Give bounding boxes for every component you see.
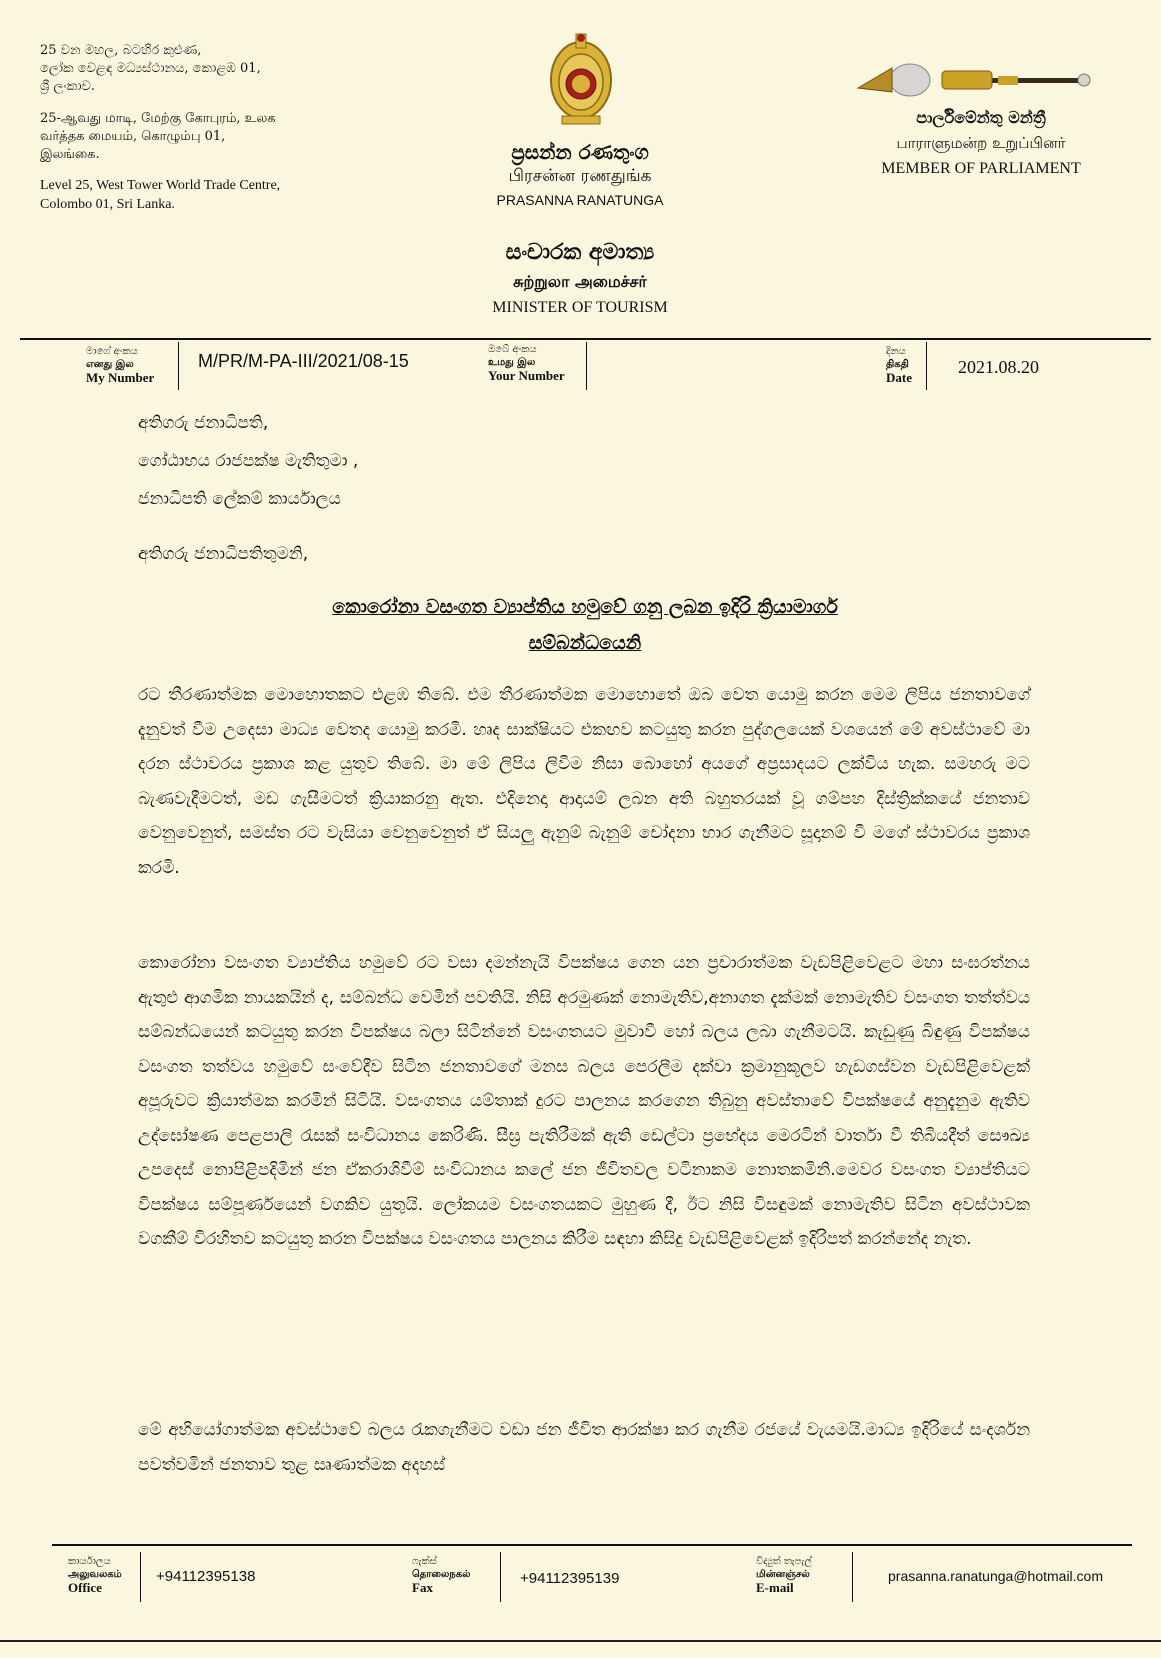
label-ta: தொலைநகல் (412, 1569, 471, 1580)
title-english: MINISTER OF TOURISM (492, 299, 668, 316)
mace-icon (852, 58, 1092, 102)
date-label (886, 345, 912, 384)
fax-number: +94112395139 (520, 1570, 620, 1587)
footer-divider (52, 1544, 1132, 1546)
paragraph-text: රට තීරණාත්මක මොහොතකට එළඹ තිබේ. එම තීරණාත්මක මොහොතේ ඔබ වෙත යොමු කරන මෙම ලිපිය ජනතාවගේ දැනුවත් වීම උදෙසා මාධ්‍ය වෙතද යොමු කරමි. හෘද සාක්ෂියට එකඟව කටයුතු කරන පුද්ගලයෙක් වශයෙන් මේ අවස්ථාවේ මා දරන ස්ථාවරය ප්‍රකාශ කළ යුතුව තිබේ. මා මේ ලිපිය ලිවීම නිසා බොහෝ අයගේ අප්‍රසාදයට ලක්විය හැක. සමහරු මට බැණවැදීමටත්, මඩ ගැසීමටත් ක්‍රියාකරනු ඇත. එදිනෙදා ආදායම් ලබන අති බහුතරයක් වූ ගම්පහ දිස්ත්‍රික්කයේ ජනතාව වෙනුවෙනුත්, සමස්ත රට වැසියා වෙනුවෙනුත් ඒ සියලු ඇනුම් බැනුම් චෝදනා භාර ගැනීමට සූදානම් වී මගේ ස්ථාවරය ප්‍රකාශ කරමි. (138, 685, 1030, 878)
date-value: 2021.08.20 (958, 357, 1039, 377)
subject (200, 589, 970, 661)
email-address: prasanna.ranatunga@hotmail.com (888, 1568, 1104, 1584)
name-english: PRASANNA RANATUNGA (496, 192, 664, 208)
address-line: 25-ஆவது மாடி, மேற்கு கோபுரம், உலக (40, 111, 276, 126)
office-label (68, 1555, 122, 1594)
email-label (756, 1555, 812, 1594)
sri-lanka-emblem (548, 32, 614, 126)
parliament-mace (852, 58, 1092, 102)
name-sinhala: ප්‍රසන්න රණතුංග (511, 140, 649, 164)
paragraph (138, 946, 1030, 1257)
subject-line: කොරෝනා වසංගත ව්‍යාප්තිය හමුවේ ගනු ලබන ඉදිරි ක්‍රියාමාර්ග (332, 596, 838, 618)
recipient-block (138, 406, 358, 516)
label-en: Fax (412, 1580, 433, 1595)
address-sinhala (40, 42, 261, 96)
label-ta: அலுவலகம் (68, 1569, 122, 1580)
fax-label (412, 1555, 470, 1594)
label-si: ෆැක්ස් (412, 1556, 437, 1567)
label-en: My Number (86, 370, 155, 385)
paragraph (138, 678, 1030, 885)
recipient-line: අතිගරු ජනාධිපති, (138, 413, 269, 433)
footer-divider-v (500, 1552, 501, 1602)
label-ta: எனது இல (86, 359, 134, 370)
address-english (40, 176, 280, 214)
footer-divider-v (852, 1552, 853, 1602)
address-line: Level 25, West Tower World Trade Centre, (40, 178, 281, 193)
my-number-value: M/PR/M-PA-III/2021/08-15 (198, 351, 409, 371)
address-line: ලෝක වෙළඳ මධ්‍යස්ථානය, කොළඹ 01, (40, 61, 261, 76)
ref-divider (926, 342, 927, 390)
salutation: අතිගරු ජනාධිපතිතුමනි, (138, 544, 309, 564)
bottom-edge-line (0, 1640, 1161, 1642)
address-line: இலங்கை. (40, 147, 100, 162)
ref-divider (586, 342, 587, 390)
label-si: දිනය (886, 346, 906, 357)
label-ta: திகதி (886, 359, 909, 370)
office-phone: +94112395138 (156, 1568, 256, 1585)
title-sinhala: සංචාරක අමාත්‍ය (505, 240, 655, 265)
title-tamil: சுற்றுலா அமைச்சர் (513, 272, 647, 291)
mp-tamil: பாராளுமன்ற உறுப்பினர் (896, 134, 1066, 152)
emblem-icon (548, 32, 614, 126)
recipient-line: ජනාධිපති ලේකම් කාර්යාලය (138, 489, 341, 509)
label-en: Date (886, 370, 912, 385)
address-line: வர்த்தக மையம், கொழும்பு 01, (40, 129, 226, 144)
recipient-line: ගෝඨාභය රාජපක්ෂ මැතිතුමා , (138, 451, 359, 471)
header-divider (20, 338, 1151, 340)
label-si: විද්‍යුත් තැපැල් (756, 1556, 812, 1567)
paragraph-text: කොරෝනා වසංගත ව්‍යාප්තිය හමුවේ රට වසා දමන්නැයි විපක්ෂය ගෙන යන ප්‍රචාරාත්මක වැඩපිළිවෙළට මහා සංඝරත්නය ඇතුළු ආගමික නායකයින් ද, සම්බන්ධ වෙමින් පවතියි. නිසි අරමුණක් නොමැතිව,අනාගත දැක්මක් නොමැතිව වසංගත තත්ත්වය සම්බන්ධයෙන් කටයුතු කරන විපක්ෂය බලා සිටින්නේ වසංගතයට මුවාවී හෝ බලය ලබා ගැනීමටයි. කැඩුණු බිඳුණු විපක්ෂය වසංගත තත්වය හමුවේ සංවේදීව සිටින ජනතාවගේ මනස බලය පෙරලීම දක්වා ක්‍රමානුකූලව හැඩගස්වන වැඩපිළිවෙළක් අපූරුවට ක්‍රියාත්මක කරමින් සිටියි. වසංගතය යම්තාක් දුරට පාලනය කරගෙන තිබුනු අවස්තාවේ විපක්ෂයේ අනුදැනුම ඇතිව උද්ඝෝෂණ පෙළපාලි රැසක් සංවිධානය කෙරිණි. සීඝ්‍ර පැතිරීමක් ඇති ඩෙල්ටා ප්‍රභේදය මෙරටින් වාර්තා වී තිබියදීත් සෞඛ්‍ය උපදෙස් නොපිළිපදිමින් ජන ඒකරාශිවීම් සංවිධානය කලේ ජන ජීවිතවල වටිනාකම නොතකමිනි.මෙවර වසංගත ව්‍යාප්තියට විපක්ෂය සම්පූර්ණයෙන් වගකිව යුතුයි. ලෝකයම වසංගතයකට මුහුණ දී, ඊට නිසි විසඳුමක් නොමැතිව සිටින අවස්ථාවක වගකීම් විරහිතව කටයුතු කරන විපක්ෂය වසංගතය පාලනය කිරීම සඳහා කිසිදු වැඩපිළිවෙළක් ඉදිරිපත් කරන්නේද නැත. (138, 953, 1030, 1249)
footer-divider-v (140, 1552, 141, 1602)
paragraph-text: මේ අභියෝගාත්මක අවස්ථාවේ බලය රැකගැනීමට වඩා ජන ජීවිත ආරක්ෂා කර ගැනීම රජයේ වැයමයි.මාධ්‍ය ඉදිරියේ සංදර්ශන පවත්වමින් ජනතාව තුළ සෘණාත්මක අදහස් (138, 1420, 1030, 1475)
paragraph (138, 1413, 1030, 1482)
address-tamil (40, 110, 276, 164)
label-si: මාගේ අංකය (86, 346, 138, 357)
label-en: Office (68, 1580, 102, 1595)
mp-sinhala: පාර්ලිමේන්තු මන්ත්‍රී (916, 108, 1046, 127)
my-number-label (86, 345, 154, 384)
label-si: කාර්යාලය (68, 1556, 111, 1567)
name-tamil: பிரசன்ன ரணதுங்க (508, 166, 652, 186)
address-line: Colombo 01, Sri Lanka. (40, 197, 175, 212)
subject-line: සම්බන්ධයෙනි (528, 632, 642, 654)
ref-divider (178, 342, 179, 390)
label-si: ඔබේ අංකය (488, 344, 537, 355)
label-en: E-mail (756, 1580, 794, 1595)
address-line: 25 වන මහල, බටහිර කුළුණ, (40, 43, 202, 58)
mp-english: MEMBER OF PARLIAMENT (881, 160, 1081, 177)
address-line: ශ්‍රී ලංකාව. (40, 79, 95, 94)
your-number-label (488, 343, 565, 382)
label-ta: உமது இல (488, 357, 536, 368)
label-ta: மின்னஞ்சல் (756, 1569, 810, 1580)
label-en: Your Number (488, 368, 565, 383)
